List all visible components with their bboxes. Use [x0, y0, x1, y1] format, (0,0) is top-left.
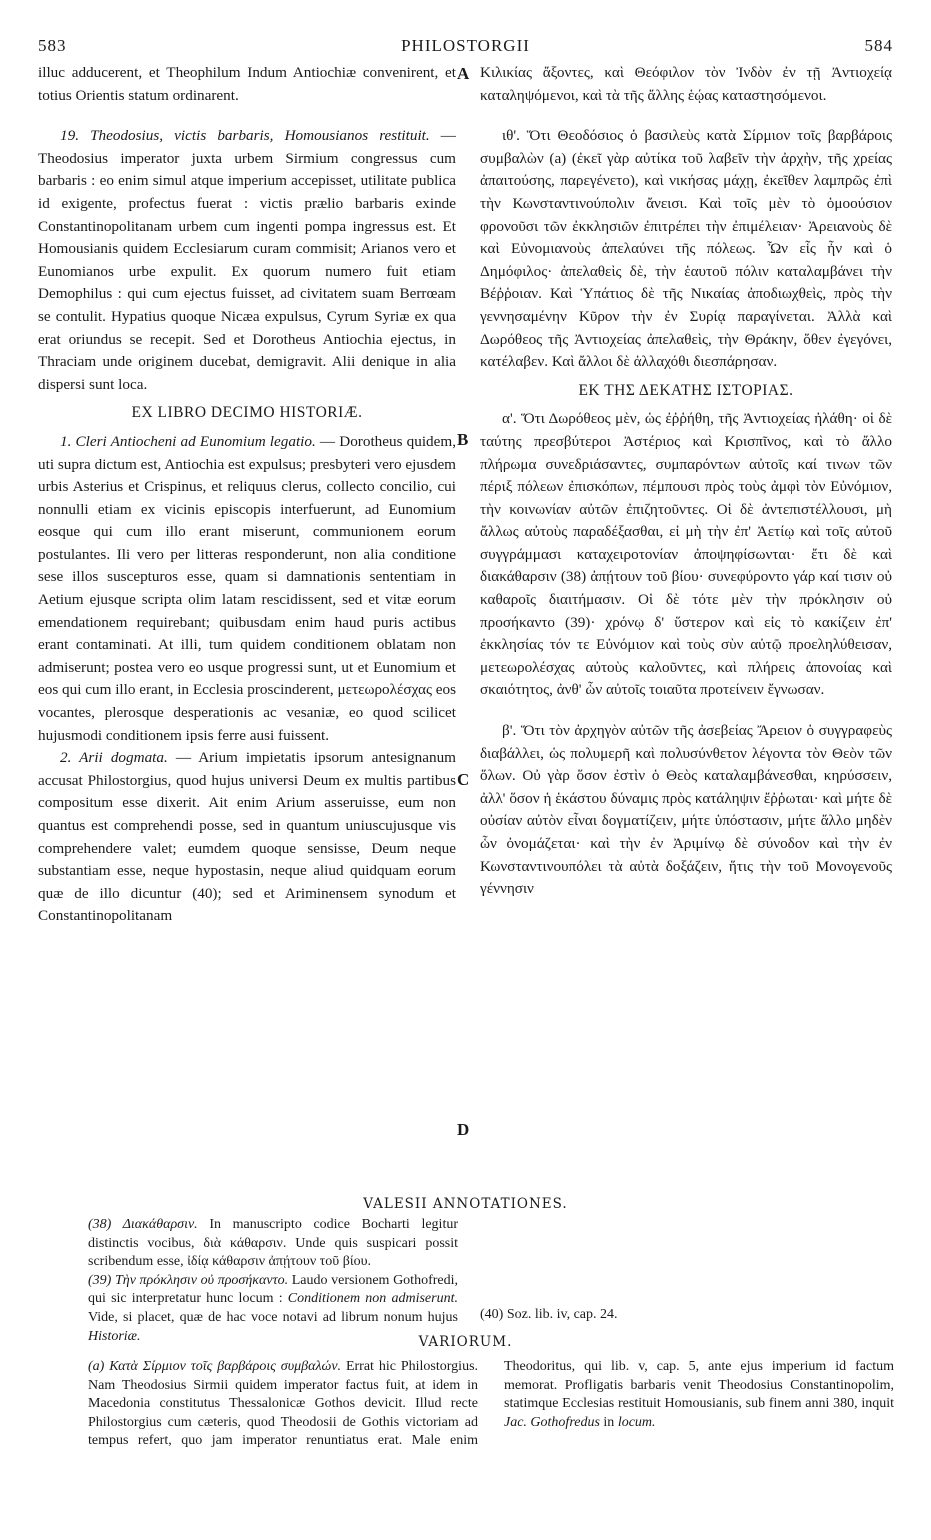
latin-paragraph: illuc adducerent, et Theophilum Indum Antiochiæ convenirent, et totius Orientis statum ordinarent. [38, 64, 456, 104]
section-body: — Theodosius imperator juxta urbem Sirmium congressus cum barbaris : eo enim simul atque imperium accepisset, utilitate publica id exigente, profectus fuerat : victis prælio barbaris exinde Constantinopolitanam urbem cum ingenti pompa ingressus est. Et Homousianis quidem Ecclesiarum curam commisit; Arianos vero et Eunomianos urbe expulit. Ex quorum numero fuit etiam Demophilus : qui cum ejectus fuisset, ad civitatem suam Berrœam se contulit. Hypatius quoque Nicæa expulsus, Cyrum Syriæ ex qua erat oriundus se recepit. Sed et Dorotheus Antiochia ejectus, in Thraciam unde originem ducebat, demigravit. Alii denique in alia dispersi sunt loca. [38, 127, 456, 393]
valesii-notes-right [480, 1306, 890, 1325]
note-text: In manuscripto codice Bocharti legitur distinctis vocibus, διὰ κάθαρσιν. Unde quis suspicari possit scribendum esse, ἰδίᾳ κάθαρσιν ἀπῄτουν τοῦ βίου. [88, 1217, 458, 1270]
note-lemma: (a) Κατὰ Σίρμιον τοῖς βαρβάροις συμβαλών. [88, 1359, 342, 1374]
section-body: — Arium impietatis ipsorum antesignanum accusat Philostorgius, quod hujus universi Deum ex multis partibus compositum esse dixerit. Ait enim Arium asseruisse, eum non quantus est comprehendi posse, sed in quantum uniuscujusque vis comprehendere valet; eumdem quoque sensisse, Deum neque substantiam esse, neque hypostasin, neque aliud quidquam eorum quæ de illo dicuntur (40); sed et Ariminensem synodum et Constantinopolitanam [38, 749, 456, 925]
note-book: Historiæ. [88, 1328, 141, 1344]
section-body: — Dorotheus quidem, uti supra dictum est, Antiochia est expulsus; presbyteri vero ejusdem urbis Asterius et Crispinus, et reliquus clerus, collecto concilio, cui nonnulli etiam ex vicinis episcopis interfuerunt, ad Eunomium eosque qui cum illo erant miserunt, communionem eorum postulantes. Ili vero per litteras responderunt, non alia conditione sese illos suscepturos esse, quam si damnationis sententiam in Aetium ejusque scripta olim latam rescidissent, sed et vitæ eorum emendationem requirebant; quibusdam enim haud puris actibus erant contaminati. At illi, tum quidem conditionem oblatam non admiserunt; postea vero eo usque progressi sunt, ut et Eunomium et eos qui cum illo erant, in Ecclesia proscinderent, μετεωρολέσχας eos vocantes, plerosque desperationis ac vesaniæ, eo quod scilicet hujusmodi conditionem ipsis ferre ausi fuissent. [38, 432, 456, 744]
latin-section-1 [38, 431, 456, 747]
variorum-note-text [88, 1358, 894, 1451]
note-text: Vide, si placet, quæ de hac voce notavi ad librum nonum hujus [88, 1309, 458, 1325]
book-heading-latin: EX LIBRO DECIMO HISTORIÆ. [131, 404, 363, 422]
note-text: Errat hic Philostorgius. Nam Theodosius Sirmii quidem imperator factus fuit, at idem in Macedonia constitutus Thessalonicæ Gothos devicit. Illud recte Philostorgius cum cæteris, quod Theodosii de Gothis victoriam ad tempus refert, quo jam imperator renuntiatus erat. Male enim Theodoritus, qui lib. v, cap. 5, ante ejus imperium id factum memorat. Profligatis barbaris venit Theodosius Constantinopolim, statimque Ecclesias restituit Homousianis, sub finem anni 380, inquit [88, 1359, 894, 1449]
greek-section-2: β'. Ὅτι τὸν ἀρχηγὸν αὐτῶν τῆς ἀσεβείας Ἄρειον ὁ συγγραφεὺς διαβάλλει, ὡς πολυμερῆ καὶ πολυσύνθετον λέγοντα τὸν Θεὸν τῶν ὅλων. Οὐ γὰρ ὅσον ἐστὶν ὁ Θεὸς καταλαμβάνεσθαι, κηρύσσειν, ἀλλ' ὅσον ἡ ἑκάστου δύναμις πρὸς κατάληψιν ἔῤῥωται· καὶ μήτε δὲ οὐσίαν αὐτὸν εἶναι δογματίζειν, μήτε ὑπόστασιν, μήτε ἄλλο μηδὲν ὧν ὀνομάζεται· καὶ τὴν ἐν Ἀριμίνῳ δὲ σύνοδον καὶ τὴν ἐν Κωνσταντινουπόλει τὰ αὐτὰ δοξάζειν, ἥτις τὴν τοῦ Μονογενοῦς γέννησιν [480, 722, 892, 898]
note-40: (40) Soz. lib. iv, cap. 24. [480, 1307, 618, 1322]
margin-marker-c: C [457, 770, 470, 789]
latin-column [38, 62, 456, 928]
variorum-heading: VARIORUM. [418, 1334, 513, 1350]
note-lemma: (38) Διακάθαρσιν. [88, 1217, 198, 1232]
margin-marker-a: A [457, 64, 470, 83]
margin-marker-d: D [457, 1120, 470, 1139]
note-lemma: (39) Τὴν πρόκλησιν οὐ προσήκαντο. [88, 1272, 289, 1288]
book-heading-greek: ΕΚ ΤΗΣ ΔΕΚΑΤΗΣ ΙΣΤΟΡΙΑΣ. [578, 381, 794, 399]
note-text: locum. [617, 1414, 656, 1430]
running-title: PHILOSTORGII [401, 36, 530, 55]
greek-column [480, 62, 892, 901]
greek-paragraph: Κιλικίας ἄξοντες, καὶ Θεόφιλον τὸν Ἰνδὸν ἐν τῇ Ἀντιοχείᾳ καταληψόμενοι, καὶ τὰ τῆς ἄλλης ἑῴας καταστησόμενοι. [480, 64, 892, 104]
annotations-heading: VALESII ANNOTATIONES. [363, 1196, 568, 1212]
margin-marker-b: B [457, 430, 469, 449]
running-header [38, 36, 893, 60]
section-title: 1. Cleri Antiocheni ad Eunomium legatio. [60, 432, 316, 450]
latin-section-2 [38, 747, 456, 928]
page-number-right: 584 [864, 36, 893, 55]
note-text: in [599, 1414, 618, 1430]
section-title: 2. Arii dogmata. [60, 749, 168, 767]
note-author: Jac. Gothofredus [504, 1414, 600, 1430]
note-38 [88, 1216, 458, 1272]
note-quote: Conditionem non admiserunt. [287, 1291, 458, 1307]
latin-section-19 [38, 125, 456, 396]
valesii-notes-left [88, 1216, 458, 1346]
variorum-note-a [88, 1358, 894, 1451]
section-title: 19. Theodosius, victis barbaris, Homousianos restituit. [60, 127, 430, 145]
note-text: Laudo versionem Gothofredi, qui sic interpretatur hunc locum : [88, 1272, 458, 1307]
page-number-left: 583 [38, 36, 67, 55]
greek-section-19: ιθ'. Ὅτι Θεοδόσιος ὁ βασιλεὺς κατὰ Σίρμιον τοῖς βαρβάροις συμβαλὼν (a) (ἐκεῖ γὰρ αὐτίκα τοῦ λαβεῖν τὴν ἀρχὴν, τῆς χρείας ἀπαιτούσης, παρεγένετο), καὶ νικήσας μάχῃ, ἐκεῖθεν λαμπρῶς ἐπὶ τὴν Κωνσταντινούπολιν ἄνεισι. Καὶ τοῖς μὲν τὸ ὁμοούσιον φρονοῦσι τῶν ἐκκλησιῶν ἐπιτρέπει τὴν ἐπιμέλειαν· Ἀρειανοὺς δὲ καὶ Εὐνομιανοὺς ἀπελαύνει τῆς πόλεως. Ὧν εἷς ἦν καὶ ὁ Δημόφιλος· ἀπελαθεὶς δὲ, τὴν ἑαυτοῦ πόλιν καταλαμβάνει τὴν Βέῤῥοιαν. Καὶ Ὑπάτιος δὲ τῆς Νικαίας ἀποδιωχθεὶς, πρὸς τὴν γεννησαμένην Κῦρον τὴν ἐν Συρίᾳ παραγίνεται. Ἀλλὰ καὶ Δωρόθεος τῆς Ἀντιοχείας ἀπελαθεὶς, τὴν Θράκην, ὅθεν ἐγεγόνει, κατέλαβεν. Καὶ ἄλλοι δὲ ἀλλαχόθι διεσπάρησαν. [480, 127, 892, 371]
greek-section-1: α'. Ὅτι Δωρόθεος μὲν, ὡς ἐῤῥήθη, τῆς Ἀντιοχείας ἠλάθη· οἱ δὲ ταύτης πρεσβύτεροι Ἀστέριος καὶ Κρισπῖνος, καὶ τὸ ἄλλο πλήρωμα συνεδριάσαντες, συμπαρόντων αὐτοῖς καί τινων τῶν πέριξ πόλεων ἐπισκόπων, πέμπουσι πρὸς τοὺς ἀμφὶ τὸν Εὐνόμιον, τὴν κοινωνίαν αὐτῶν ἐπιζητοῦντες. Οἱ δὲ ἀντεπιστέλλουσι, μὴ ἄλλως αὐτοὺς παραδέξασθαι, εἰ μὴ τὴν ἐπ' Ἀετίῳ καὶ τοῖς αὐτοῦ συγγράμμασι καταχειροτονίαν ἀποψηφίσωνται· ἔτι δὲ καὶ διακάθαρσιν (38) ἀπῄτουν τοῦ βίου· συνεφύροντο γάρ καί τισιν οὐ καθαροῖς διαιτήμασιν. Οἱ δὲ τότε μὲν τὴν πρόκλησιν οὐ προσήκαντο (39)· χρόνῳ δ' ὕστερον καὶ εἰς τὸ κακίζειν ἐπ' ἐκκλησίας τόν τε Εὐνόμιον καὶ τοὺς σὺν αὐτῷ προεληλύθεισαν, μετεωρολέσχας αὐτοὺς καλοῦντες, καὶ πλήρεις ἀπονοίας καὶ σκαιότητος, ἀνθ' ὧν αὐτοῖς τοιαῦτα προτείνειν ἔγνωσαν. [480, 410, 892, 699]
